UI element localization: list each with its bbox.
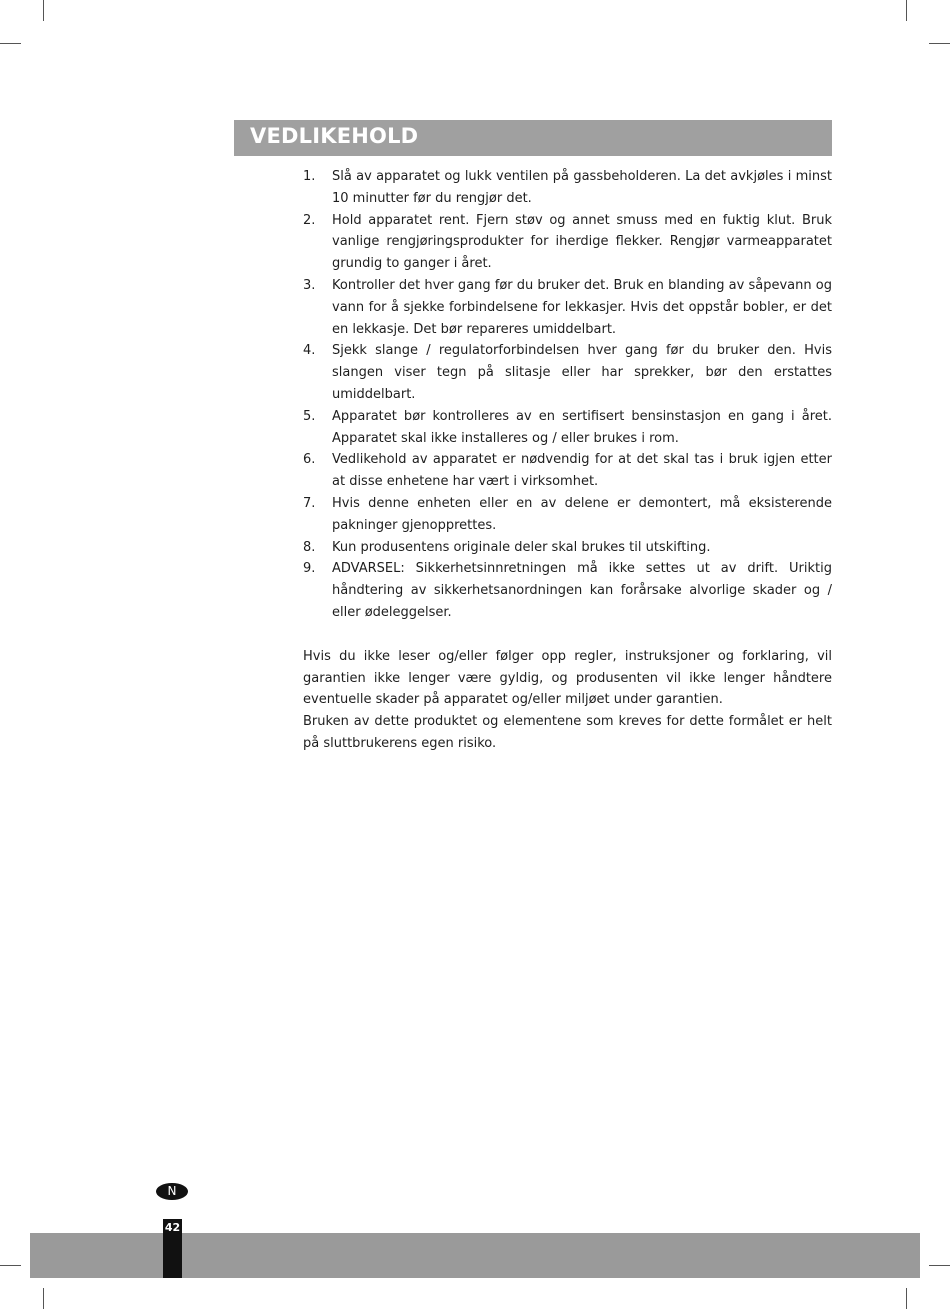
crop-mark — [906, 0, 907, 21]
main-content — [303, 166, 832, 755]
language-badge: N — [156, 1183, 188, 1200]
page-number-tab — [163, 1219, 182, 1278]
risk-paragraph: Bruken av dette produktet og elementene som kreves for dette formålet er helt på sluttbrukerens egen risiko. — [303, 714, 832, 751]
crop-mark — [906, 1288, 907, 1309]
section-title: VEDLIKEHOLD — [250, 124, 419, 148]
list-item: 7. Hvis denne enheten eller en av delene er demontert, må eksisterende pakninger gjenopprettes. — [303, 495, 832, 533]
crop-mark — [43, 1288, 44, 1309]
crop-mark — [929, 1265, 950, 1266]
list-item: 1. Slå av apparatet og lukk ventilen på gassbeholderen. La det avkjøles i minst 10 minutter før du rengjør det. — [303, 169, 832, 206]
warranty-notice — [303, 646, 832, 755]
crop-mark — [929, 43, 950, 44]
list-item: 6. Vedlikehold av apparatet er nødvendig for at det skal tas i bruk igjen etter at disse enhetene har vært i virksomhet. — [303, 452, 832, 490]
section-header — [234, 120, 832, 156]
list-item: 2. Hold apparatet rent. Fjern støv og annet smuss med en fuktig klut. Bruk vanlige rengjøringsprodukter for iherdige flekker. Rengjør varmeapparatet grundig to ganger i året. — [303, 212, 832, 272]
list-item: 8. Kun produsentens originale deler skal brukes til utskifting. — [303, 539, 711, 555]
list-item: 3. Kontroller det hver gang før du bruker det. Bruk en blanding av såpevann og vann for å sjekke forbindelsene for lekkasjer. Hvis det oppstår bobler, er det en lekkasje. Det bør repareres umiddelbart. — [303, 277, 832, 337]
list-item: 5. Apparatet bør kontrolleres av en sertifisert bensinstasjon en gang i året. Apparatet skal ikke installeres og / eller brukes i rom. — [303, 408, 832, 446]
maintenance-steps — [303, 166, 832, 624]
crop-mark — [0, 1265, 21, 1266]
list-item: 4. Sjekk slange / regulatorforbindelsen hver gang før du bruker den. Hvis slangen viser tegn på slitasje eller har sprekker, bør den erstattes umiddelbart. — [303, 343, 832, 402]
list-item: 9. ADVARSEL: Sikkerhetsinnretningen må ikke settes ut av drift. Uriktig håndtering av sikkerhetsanordningen kan forårsake alvorlige skader og / eller ødeleggelser. — [303, 561, 832, 620]
warranty-paragraph: Hvis du ikke leser og/eller følger opp regler, instruksjoner og forklaring, vil garantien ikke lenger være gyldig, og produsenten vil ikke lenger håndtere eventuelle skader på apparatet og/eller miljøet under garantien. — [303, 648, 832, 708]
crop-mark — [43, 0, 44, 21]
crop-mark — [0, 43, 21, 44]
page-number: 42 — [164, 1221, 181, 1234]
